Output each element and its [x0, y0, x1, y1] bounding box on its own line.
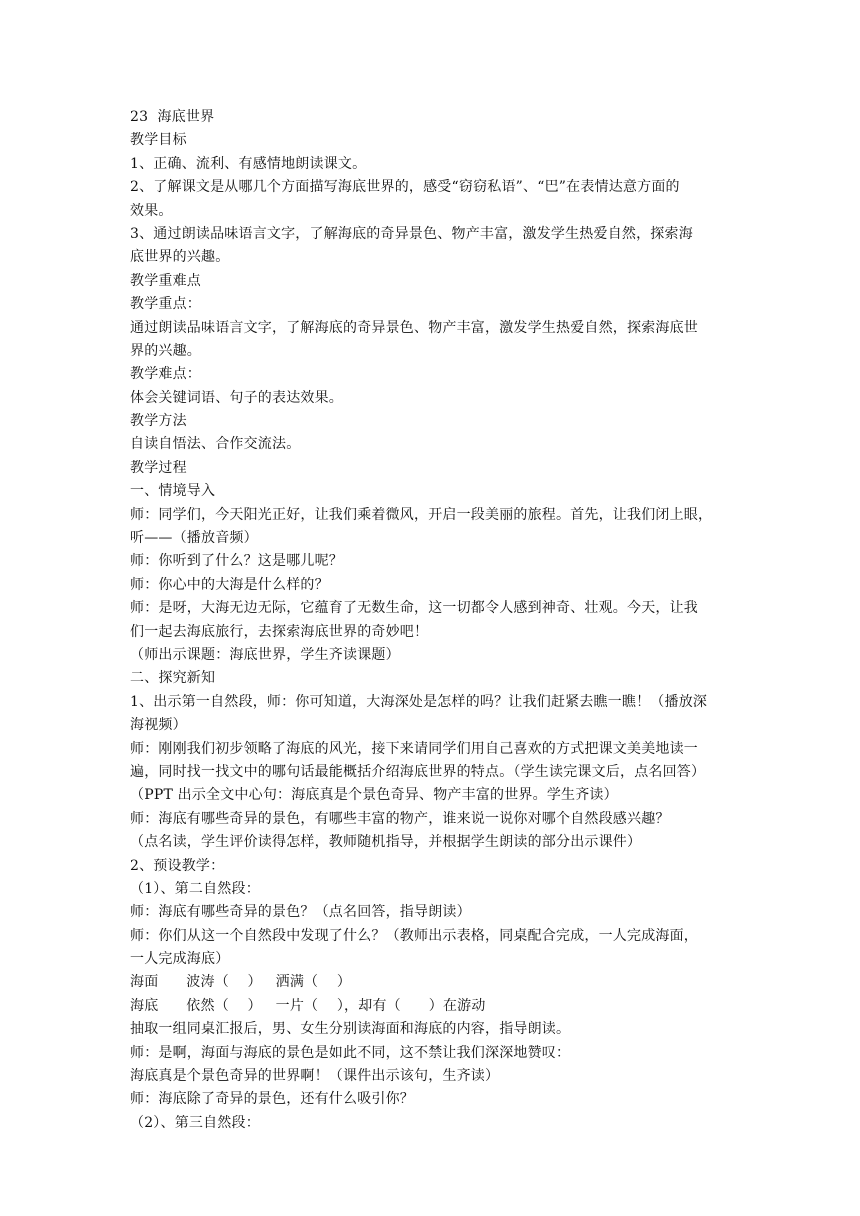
text-line: 师：是啊，海面与海底的景色是如此不同，这不禁让我们深深地赞叹：	[130, 1044, 571, 1061]
text-line: 师：你听到了什么？这是哪儿呢？	[130, 553, 343, 570]
section-heading: 教学重难点	[130, 272, 201, 289]
text-line: 听——（播放音频）	[130, 530, 258, 547]
text-line: 体会关键词语、句子的表达效果。	[130, 389, 343, 406]
lesson-title: 23 海底世界	[130, 109, 215, 125]
sub-heading: 二、探究新知	[130, 670, 216, 687]
text-line: 3、通过朗读品味语言文字，了解海底的奇异景色、物产丰富，激发学生热爱自然，探索海	[130, 225, 693, 242]
text-line: 2、了解课文是从哪几个方面描写海底世界的，感受“窃窃私语”、“巴”在表情达意方面的	[130, 179, 680, 196]
document-body	[130, 106, 734, 1135]
sub-heading: （2）、第三自然段：	[130, 1114, 260, 1131]
text-line: （师出示课题：海底世界，学生齐读课题）	[130, 646, 400, 663]
text-line: 底世界的兴趣。	[130, 249, 230, 266]
text-line: 1、正确、流利、有感情地朗读课文。	[130, 155, 367, 172]
text-line: 师：你心中的大海是什么样的？	[130, 576, 329, 593]
text-line: 自读自悟法、合作交流法。	[130, 436, 301, 453]
text-line: 遍，同时找一找文中的哪句话最能概括介绍海底世界的特点。（学生读完课文后，点名回答）	[130, 763, 706, 780]
text-line: 界的兴趣。	[130, 342, 201, 359]
sub-heading: 教学重点：	[130, 296, 201, 313]
text-line: 师：同学们，今天阳光正好，让我们乘着微风，开启一段美丽的旅程。首先，让我们闭上眼，	[130, 506, 713, 523]
text-line: 海底真是个景色奇异的世界啊！（课件出示该句，生齐读）	[130, 1068, 500, 1085]
text-line: 师：你们从这一个自然段中发现了什么？（教师出示表格，同桌配合完成，一人完成海面，	[130, 927, 698, 944]
text-line: 一人完成海底）	[130, 951, 230, 968]
text-line: 效果。	[130, 202, 173, 219]
text-line: 们一起去海底旅行，去探索海底世界的奇妙吧！	[130, 623, 429, 640]
section-heading: 教学方法	[130, 413, 187, 430]
sub-heading: （1）、第二自然段：	[130, 880, 260, 897]
text-line: （PPT 出示全文中心句：海底真是个景色奇异、物产丰富的世界。学生齐读）	[130, 787, 618, 804]
table-row-sea-floor: 海底 依然（ ） 一片（ ），却有（ ）在游动	[130, 997, 486, 1014]
text-line: 师：是呀，大海无边无际，它蕴育了无数生命，这一切都令人感到神奇、壮观。今天，让我	[130, 600, 698, 617]
text-line: 1、出示第一自然段，师：你可知道，大海深处是怎样的吗？让我们赶紧去瞧一瞧！（播放深	[130, 693, 708, 710]
sub-heading: 一、情境导入	[130, 483, 216, 500]
text-line: 海视频）	[130, 717, 187, 734]
table-row-sea-surface: 海面 波涛（ ） 洒满（ ）	[130, 974, 352, 991]
text-line: 师：海底有哪些奇异的景色，有哪些丰富的物产，谁来说一说你对哪个自然段感兴趣？	[130, 810, 670, 827]
text-line: 师：海底有哪些奇异的景色？（点名回答，指导朗读）	[130, 904, 471, 921]
text-line: 抽取一组同桌汇报后，男、女生分别读海面和海底的内容，指导朗读。	[130, 1021, 571, 1038]
section-heading: 教学目标	[130, 132, 187, 149]
text-line: 师：海底除了奇异的景色，还有什么吸引你？	[130, 1091, 414, 1108]
text-line: 师：刚刚我们初步领略了海底的风光，接下来请同学们用自己喜欢的方式把课文美美地读一	[130, 740, 698, 757]
section-heading: 教学过程	[130, 459, 187, 476]
sub-heading: 教学难点：	[130, 366, 201, 383]
text-line: 2、预设教学：	[130, 857, 225, 874]
text-line: 通过朗读品味语言文字，了解海底的奇异景色、物产丰富，激发学生热爱自然，探索海底世	[130, 319, 698, 336]
text-line: （点名读，学生评价读得怎样，教师随机指导，并根据学生朗读的部分出示课件）	[130, 834, 642, 851]
